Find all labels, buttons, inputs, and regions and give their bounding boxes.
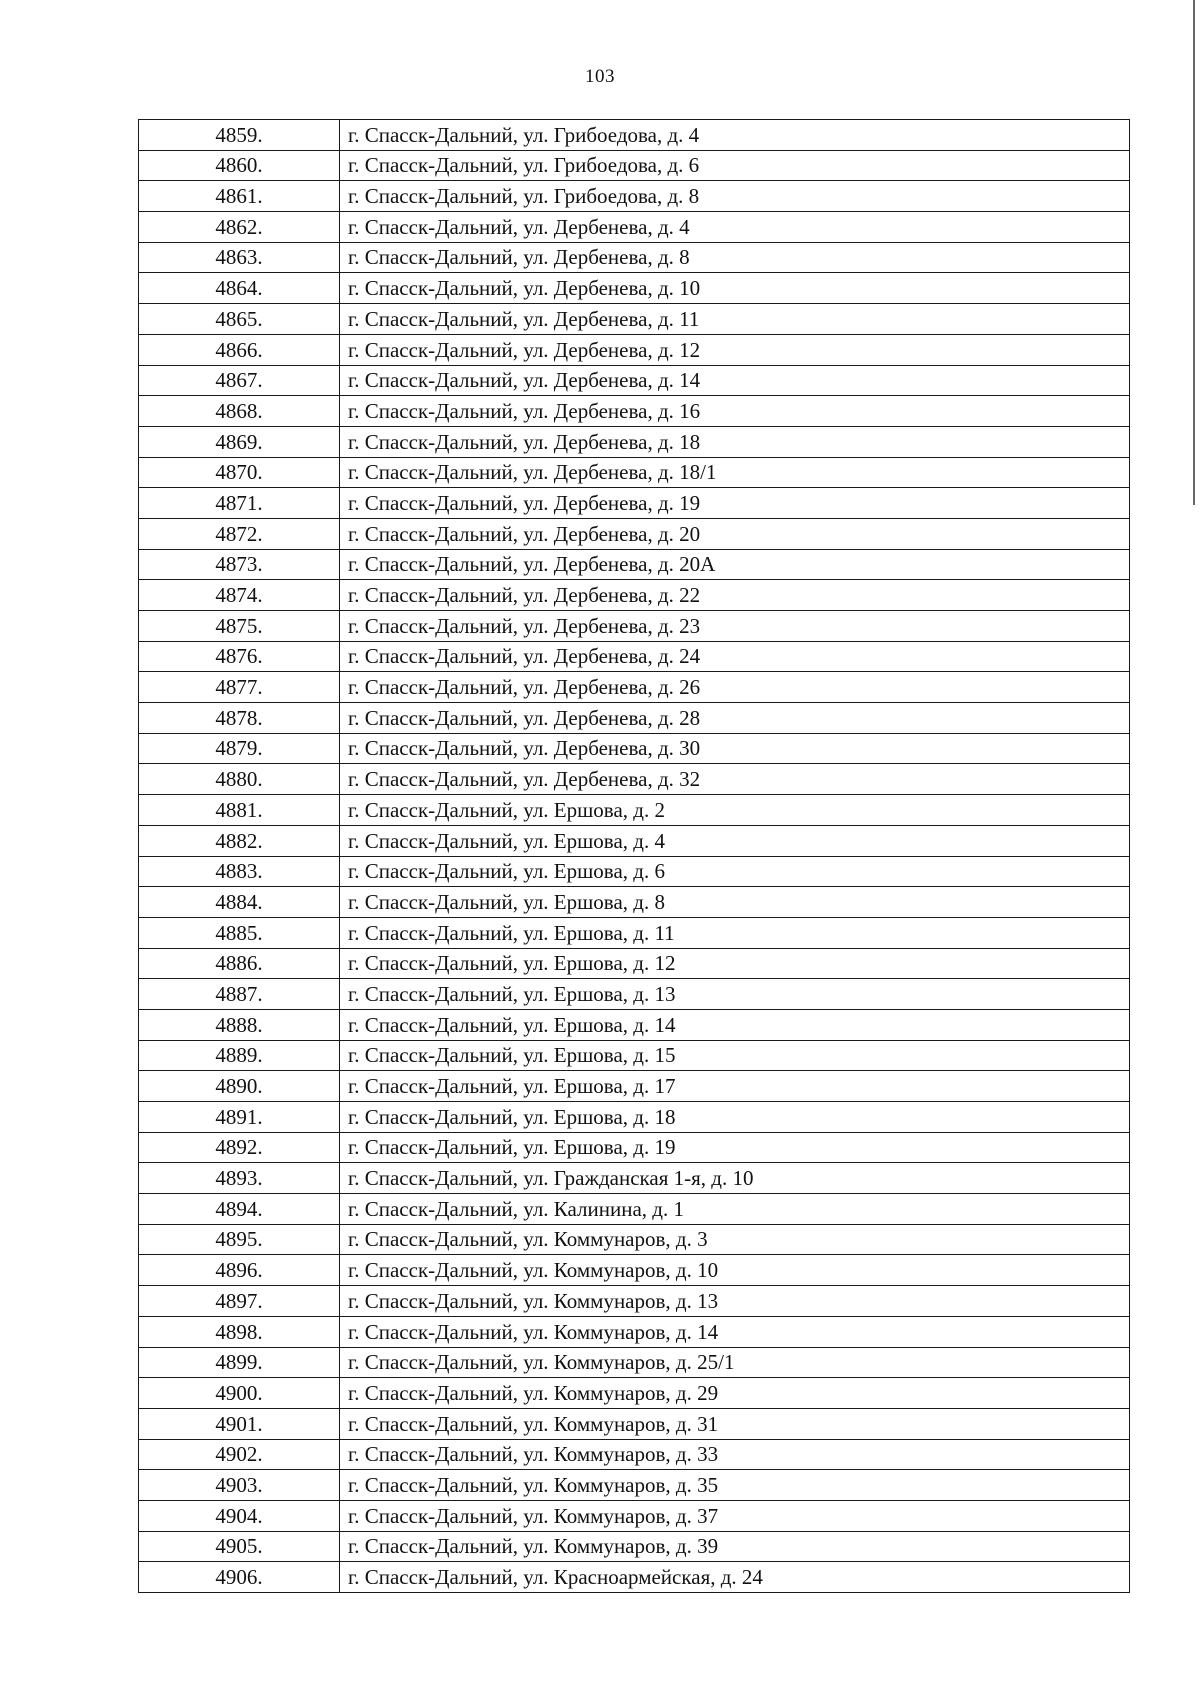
row-number: 4859. [139, 120, 340, 151]
row-address: г. Спасск-Дальний, ул. Коммунаров, д. 35 [340, 1470, 1130, 1501]
row-address: г. Спасск-Дальний, ул. Дербенева, д. 8 [340, 242, 1130, 273]
row-number: 4901. [139, 1408, 340, 1439]
table-row [139, 856, 1130, 887]
row-address: г. Спасск-Дальний, ул. Дербенева, д. 14 [340, 365, 1130, 396]
row-address: г. Спасск-Дальний, ул. Дербенева, д. 32 [340, 764, 1130, 795]
row-number: 4906. [139, 1562, 340, 1593]
table-row [139, 1408, 1130, 1439]
row-address: г. Спасск-Дальний, ул. Дербенева, д. 20 [340, 518, 1130, 549]
row-number: 4869. [139, 426, 340, 457]
table-row [139, 611, 1130, 642]
table-row [139, 764, 1130, 795]
row-number: 4882. [139, 825, 340, 856]
table-row [139, 825, 1130, 856]
row-number: 4873. [139, 549, 340, 580]
row-address: г. Спасск-Дальний, ул. Ершова, д. 11 [340, 917, 1130, 948]
row-address: г. Спасск-Дальний, ул. Гражданская 1-я, д. 10 [340, 1163, 1130, 1194]
table-row [139, 1531, 1130, 1562]
table-row [139, 795, 1130, 826]
row-address: г. Спасск-Дальний, ул. Грибоедова, д. 6 [340, 150, 1130, 181]
row-address: г. Спасск-Дальний, ул. Дербенева, д. 26 [340, 672, 1130, 703]
row-number: 4886. [139, 948, 340, 979]
table-row [139, 242, 1130, 273]
table-row [139, 979, 1130, 1010]
row-address: г. Спасск-Дальний, ул. Дербенева, д. 18 [340, 426, 1130, 457]
row-address: г. Спасск-Дальний, ул. Коммунаров, д. 25/1 [340, 1347, 1130, 1378]
table-row [139, 1439, 1130, 1470]
table-row [139, 488, 1130, 519]
row-address: г. Спасск-Дальний, ул. Коммунаров, д. 39 [340, 1531, 1130, 1562]
row-number: 4895. [139, 1224, 340, 1255]
row-number: 4878. [139, 703, 340, 734]
row-number: 4871. [139, 488, 340, 519]
row-address: г. Спасск-Дальний, ул. Ершова, д. 15 [340, 1040, 1130, 1071]
table-row [139, 150, 1130, 181]
row-address: г. Спасск-Дальний, ул. Дербенева, д. 11 [340, 304, 1130, 335]
row-number: 4866. [139, 334, 340, 365]
row-address: г. Спасск-Дальний, ул. Коммунаров, д. 13 [340, 1286, 1130, 1317]
row-number: 4885. [139, 917, 340, 948]
row-address: г. Спасск-Дальний, ул. Ершова, д. 19 [340, 1132, 1130, 1163]
row-address: г. Спасск-Дальний, ул. Ершова, д. 8 [340, 887, 1130, 918]
row-number: 4890. [139, 1071, 340, 1102]
row-number: 4900. [139, 1378, 340, 1409]
row-address: г. Спасск-Дальний, ул. Дербенева, д. 18/1 [340, 457, 1130, 488]
row-number: 4864. [139, 273, 340, 304]
table-row [139, 1132, 1130, 1163]
table-row [139, 1500, 1130, 1531]
row-address: г. Спасск-Дальний, ул. Дербенева, д. 22 [340, 580, 1130, 611]
row-address: г. Спасск-Дальний, ул. Коммунаров, д. 3 [340, 1224, 1130, 1255]
page-number: 103 [585, 66, 615, 87]
table-row [139, 1286, 1130, 1317]
row-address: г. Спасск-Дальний, ул. Ершова, д. 4 [340, 825, 1130, 856]
row-address: г. Спасск-Дальний, ул. Коммунаров, д. 29 [340, 1378, 1130, 1409]
table-row [139, 304, 1130, 335]
table-row [139, 917, 1130, 948]
row-number: 4889. [139, 1040, 340, 1071]
table-row [139, 733, 1130, 764]
row-number: 4897. [139, 1286, 340, 1317]
row-number: 4887. [139, 979, 340, 1010]
table-row [139, 1562, 1130, 1593]
table-row [139, 549, 1130, 580]
row-address: г. Спасск-Дальний, ул. Коммунаров, д. 37 [340, 1500, 1130, 1531]
row-number: 4862. [139, 212, 340, 243]
row-address: г. Спасск-Дальний, ул. Коммунаров, д. 33 [340, 1439, 1130, 1470]
row-address: г. Спасск-Дальний, ул. Ершова, д. 17 [340, 1071, 1130, 1102]
row-address: г. Спасск-Дальний, ул. Дербенева, д. 20А [340, 549, 1130, 580]
table-row [139, 1378, 1130, 1409]
table-row [139, 1194, 1130, 1225]
row-number: 4899. [139, 1347, 340, 1378]
address-table-body [139, 120, 1130, 1593]
row-address: г. Спасск-Дальний, ул. Дербенева, д. 16 [340, 396, 1130, 427]
table-row [139, 1470, 1130, 1501]
table-row [139, 1163, 1130, 1194]
row-number: 4888. [139, 1009, 340, 1040]
row-address: г. Спасск-Дальний, ул. Ершова, д. 13 [340, 979, 1130, 1010]
row-number: 4903. [139, 1470, 340, 1501]
table-row [139, 518, 1130, 549]
row-address: г. Спасск-Дальний, ул. Ершова, д. 18 [340, 1102, 1130, 1133]
row-address: г. Спасск-Дальний, ул. Коммунаров, д. 31 [340, 1408, 1130, 1439]
row-address: г. Спасск-Дальний, ул. Коммунаров, д. 10 [340, 1255, 1130, 1286]
row-address: г. Спасск-Дальний, ул. Ершова, д. 12 [340, 948, 1130, 979]
table-row [139, 1071, 1130, 1102]
row-address: г. Спасск-Дальний, ул. Грибоедова, д. 4 [340, 120, 1130, 151]
table-row [139, 1224, 1130, 1255]
row-address: г. Спасск-Дальний, ул. Дербенева, д. 19 [340, 488, 1130, 519]
row-number: 4870. [139, 457, 340, 488]
row-number: 4894. [139, 1194, 340, 1225]
table-row [139, 365, 1130, 396]
row-address: г. Спасск-Дальний, ул. Дербенева, д. 28 [340, 703, 1130, 734]
row-number: 4865. [139, 304, 340, 335]
row-number: 4905. [139, 1531, 340, 1562]
row-number: 4867. [139, 365, 340, 396]
table-row [139, 120, 1130, 151]
table-row [139, 887, 1130, 918]
row-number: 4884. [139, 887, 340, 918]
row-number: 4876. [139, 641, 340, 672]
row-number: 4874. [139, 580, 340, 611]
row-address: г. Спасск-Дальний, ул. Дербенева, д. 23 [340, 611, 1130, 642]
row-number: 4879. [139, 733, 340, 764]
table-row [139, 1102, 1130, 1133]
row-address: г. Спасск-Дальний, ул. Дербенева, д. 24 [340, 641, 1130, 672]
row-address: г. Спасск-Дальний, ул. Ершова, д. 14 [340, 1009, 1130, 1040]
row-number: 4877. [139, 672, 340, 703]
row-number: 4883. [139, 856, 340, 887]
table-row [139, 181, 1130, 212]
row-address: г. Спасск-Дальний, ул. Грибоедова, д. 8 [340, 181, 1130, 212]
row-number: 4880. [139, 764, 340, 795]
row-number: 4861. [139, 181, 340, 212]
table-row [139, 334, 1130, 365]
row-address: г. Спасск-Дальний, ул. Дербенева, д. 4 [340, 212, 1130, 243]
row-number: 4863. [139, 242, 340, 273]
row-number: 4875. [139, 611, 340, 642]
table-row [139, 580, 1130, 611]
row-address: г. Спасск-Дальний, ул. Ершова, д. 6 [340, 856, 1130, 887]
row-number: 4892. [139, 1132, 340, 1163]
table-row [139, 1009, 1130, 1040]
row-number: 4868. [139, 396, 340, 427]
table-row [139, 672, 1130, 703]
scan-edge-line [1193, 0, 1195, 505]
table-row [139, 426, 1130, 457]
row-number: 4898. [139, 1316, 340, 1347]
row-number: 4860. [139, 150, 340, 181]
table-row [139, 273, 1130, 304]
row-address: г. Спасск-Дальний, ул. Ершова, д. 2 [340, 795, 1130, 826]
row-number: 4893. [139, 1163, 340, 1194]
table-row [139, 948, 1130, 979]
row-address: г. Спасск-Дальний, ул. Красноармейская, д. 24 [340, 1562, 1130, 1593]
row-number: 4891. [139, 1102, 340, 1133]
row-number: 4896. [139, 1255, 340, 1286]
table-row [139, 1316, 1130, 1347]
table-row [139, 1255, 1130, 1286]
table-row [139, 1040, 1130, 1071]
table-row [139, 641, 1130, 672]
row-address: г. Спасск-Дальний, ул. Дербенева, д. 12 [340, 334, 1130, 365]
table-row [139, 212, 1130, 243]
row-address: г. Спасск-Дальний, ул. Дербенева, д. 30 [340, 733, 1130, 764]
row-number: 4872. [139, 518, 340, 549]
table-row [139, 396, 1130, 427]
row-number: 4881. [139, 795, 340, 826]
row-address: г. Спасск-Дальний, ул. Дербенева, д. 10 [340, 273, 1130, 304]
row-number: 4904. [139, 1500, 340, 1531]
table-row [139, 457, 1130, 488]
row-address: г. Спасск-Дальний, ул. Коммунаров, д. 14 [340, 1316, 1130, 1347]
address-table [138, 119, 1130, 1593]
row-address: г. Спасск-Дальний, ул. Калинина, д. 1 [340, 1194, 1130, 1225]
table-row [139, 703, 1130, 734]
table-row [139, 1347, 1130, 1378]
row-number: 4902. [139, 1439, 340, 1470]
